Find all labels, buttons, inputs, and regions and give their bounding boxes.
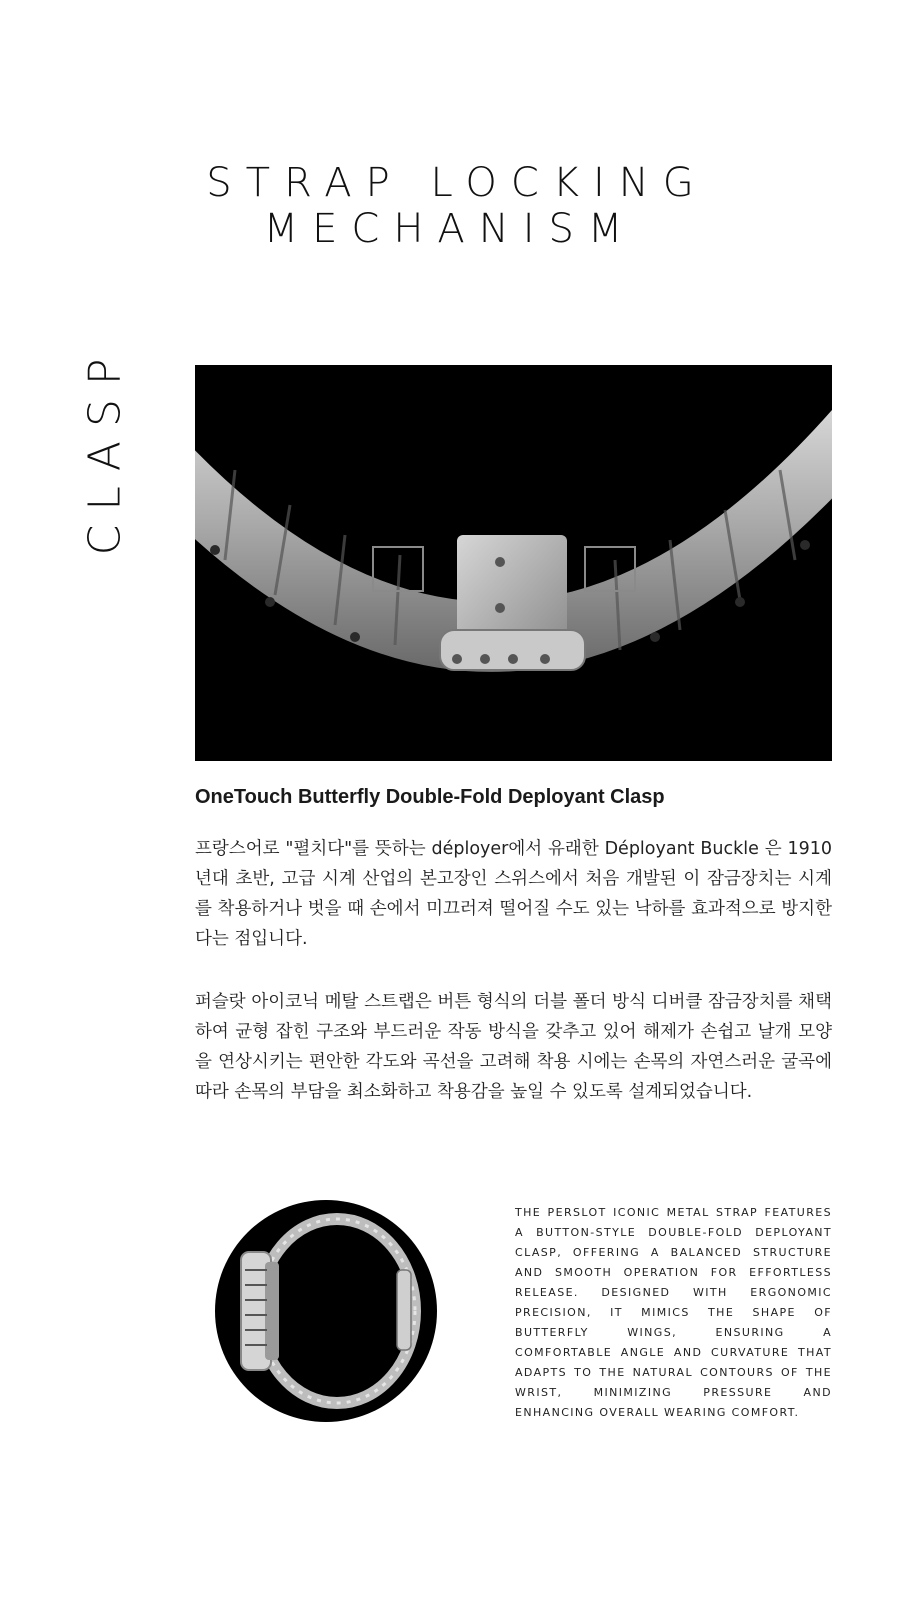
metal-bracelet-clasp-image (195, 365, 832, 761)
description-paragraph-1: 프랑스어로 "펼치다"를 뜻하는 déployer에서 유래한 Déployant Buckle 은 1910년대 초반, 고급 시계 산업의 본고장인 스위스에서 처음 개발된 이 잠금장치는 시계를 착용하거나 벗을 때 손에서 미끄러져 떨어질 수도 있는 낙하를 효과적으로 방지한다는 점입니다. (195, 839, 832, 949)
section-subtitle: OneTouch Butterfly Double-Fold Deployant Clasp (195, 786, 665, 808)
description-paragraph-2: 퍼슬랏 아이코닉 메탈 스트랩은 버튼 형식의 더블 폴더 방식 디버클 잠금장치를 채택하여 균형 잡힌 구조와 부드러운 작동 방식을 갖추고 있어 해제가 손쉽고 날개 모양을 연상시키는 편안한 각도와 곡선을 고려해 착용 시에는 손목의 자연스러운 굴곡에 따라 손목의 부담을 최소화하고 착용감을 높일 수 있도록 설계되었습니다. (195, 992, 832, 1102)
english-description: THE PERSLOT ICONIC METAL STRAP FEATURES A BUTTON-STYLE DOUBLE-FOLD DEPLOYANT CLASP, OFFERING A BALANCED STRUCTURE AND SMOOTH OPERATION FOR EFFORTLESS RELEASE. DESIGNED WITH ERGONOMIC PRECISION, IT MIMICS THE SHAPE OF BUTTERFLY WINGS, ENSURING A COMFORTABLE ANGLE AND CURVATURE THAT ADAPTS TO THE NATURAL CONTOURS OF THE WRIST, MINIMIZING PRESSURE AND ENHANCING OVERALL WEARING COMFORT. (515, 1206, 832, 1419)
page-title: STRAP LOCKING MECHANISM (206, 160, 708, 252)
section-side-label: CLASP (79, 344, 131, 556)
watch-side-view-image (215, 1200, 437, 1422)
